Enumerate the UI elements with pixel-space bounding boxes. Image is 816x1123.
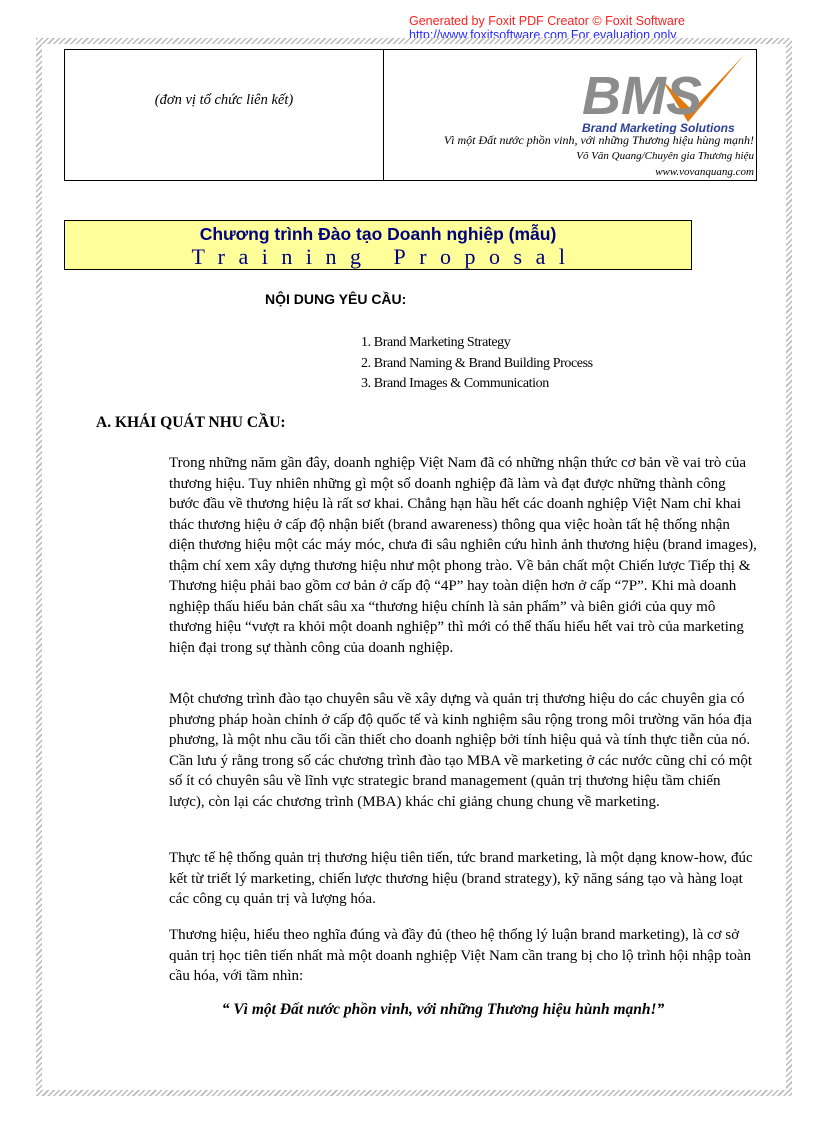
watermark-line-1: Generated by Foxit PDF Creator © Foxit Software bbox=[409, 14, 685, 28]
paragraph: Một chương trình đào tạo chuyên sâu về xây dựng và quản trị thương hiệu do các chuyên gia có phương pháp hoàn chỉnh ở cấp độ quốc tế và kinh nghiệm sâu rộng trong môi trường văn hóa địa phương, là một nhu cầu tối cần thiết cho doanh nghiệp bởi tính hiệu quả và tính thực tiễn của nó. Cần lưu ý rằng trong số các chương trình đào tạo MBA về marketing ở các nước cũng chỉ có một số ít có chuyên sâu về lĩnh vực strategic brand management (quản trị thương hiệu tầm chiến lược), còn lại các chương trình (MBA) khác chỉ giảng chung chung về marketing. bbox=[169, 691, 753, 810]
section-a-heading: A. KHÁI QUÁT NHU CẦU: bbox=[96, 414, 286, 431]
org-placeholder: (đơn vị tổ chức liên kết) bbox=[154, 92, 294, 108]
title-box bbox=[64, 220, 692, 270]
header-table bbox=[64, 49, 757, 181]
watermark-line-2: http://www.foxitsoftware.com For evaluation only. bbox=[409, 28, 680, 42]
title-main: Chương trình Đào tạo Doanh nghiệp (mẫu) bbox=[199, 224, 557, 244]
header-website: www.vovanquang.com bbox=[655, 166, 754, 178]
requirement-item: 3. Brand Images & Communication bbox=[361, 376, 549, 391]
title-sub: Training Proposal bbox=[191, 244, 579, 269]
requirement-item: 1. Brand Marketing Strategy bbox=[361, 335, 511, 350]
header-right-cell bbox=[384, 50, 756, 180]
logo-wordmark: BMS bbox=[582, 66, 702, 126]
vision-quote: “ Vì một Đất nước phồn vinh, với những Thương hiệu hùnh mạnh!” bbox=[221, 1001, 665, 1018]
requirements-list bbox=[361, 333, 593, 395]
logo-subtitle: Brand Marketing Solutions bbox=[582, 121, 735, 134]
paragraph: Trong những năm gần đây, doanh nghiệp Việt Nam đã có những nhận thức cơ bản về vai trò của thương hiệu. Tuy nhiên những gì một số doanh nghiệp đã làm và đạt được những thành công bước đầu về thương hiệu là rất sơ khai. Chẳng hạn hầu hết các doanh nghiệp Việt Nam chỉ khai thác thương hiệu ở cấp độ nhận biết (brand awareness) thông qua việc hoàn tất hệ thống nhận diện thương hiệu một các máy móc, chưa đi sâu nghiên cứu hình ảnh thương hiệu (brand images), thậm chí xem xây dựng thương hiệu như một phong trào. Về bản chất một Chiến lược Tiếp thị & Thương hiệu phải bao gồm cơ bản ở cấp độ “4P” hay toàn diện hơn ở cấp “7P”. Khi mà doanh nghiệp thấu hiểu bản chất sâu xa “thương hiệu chính là sản phẩm” và biên giới của quy mô thương hiệu “vượt ra khỏi một doanh nghiệp” thì mới có thể thấu hiểu hết vai trò của marketing hiện đại trong sự thành công của doanh nghiệp. bbox=[169, 455, 757, 656]
paragraph: Thực tế hệ thống quản trị thương hiệu tiên tiến, tức brand marketing, là một dạng know-how, đúc kết từ triết lý marketing, chiến lược thương hiệu (brand strategy), kỹ năng sáng tạo và hàng loạt các công cụ quản trị và lượng hóa. bbox=[169, 850, 753, 907]
bms-logo bbox=[512, 52, 752, 134]
header-author: Võ Văn Quang/Chuyên gia Thương hiệu bbox=[576, 150, 754, 162]
requirement-item: 2. Brand Naming & Brand Building Process bbox=[361, 355, 593, 371]
paragraph: Thương hiệu, hiểu theo nghĩa đúng và đầy đủ (theo hệ thống lý luận brand marketing), là cơ sở quản trị học tiên tiến nhất mà một doanh nghiệp Việt Nam cần trang bị cho lộ trình hội nhập toàn cầu hóa, với tầm nhìn: bbox=[169, 927, 752, 984]
requirements-title: NỘI DUNG YÊU CẦU: bbox=[265, 291, 407, 307]
header-tagline: Vì một Đất nước phồn vinh, với những Thương hiệu hùng mạnh! bbox=[443, 133, 754, 147]
